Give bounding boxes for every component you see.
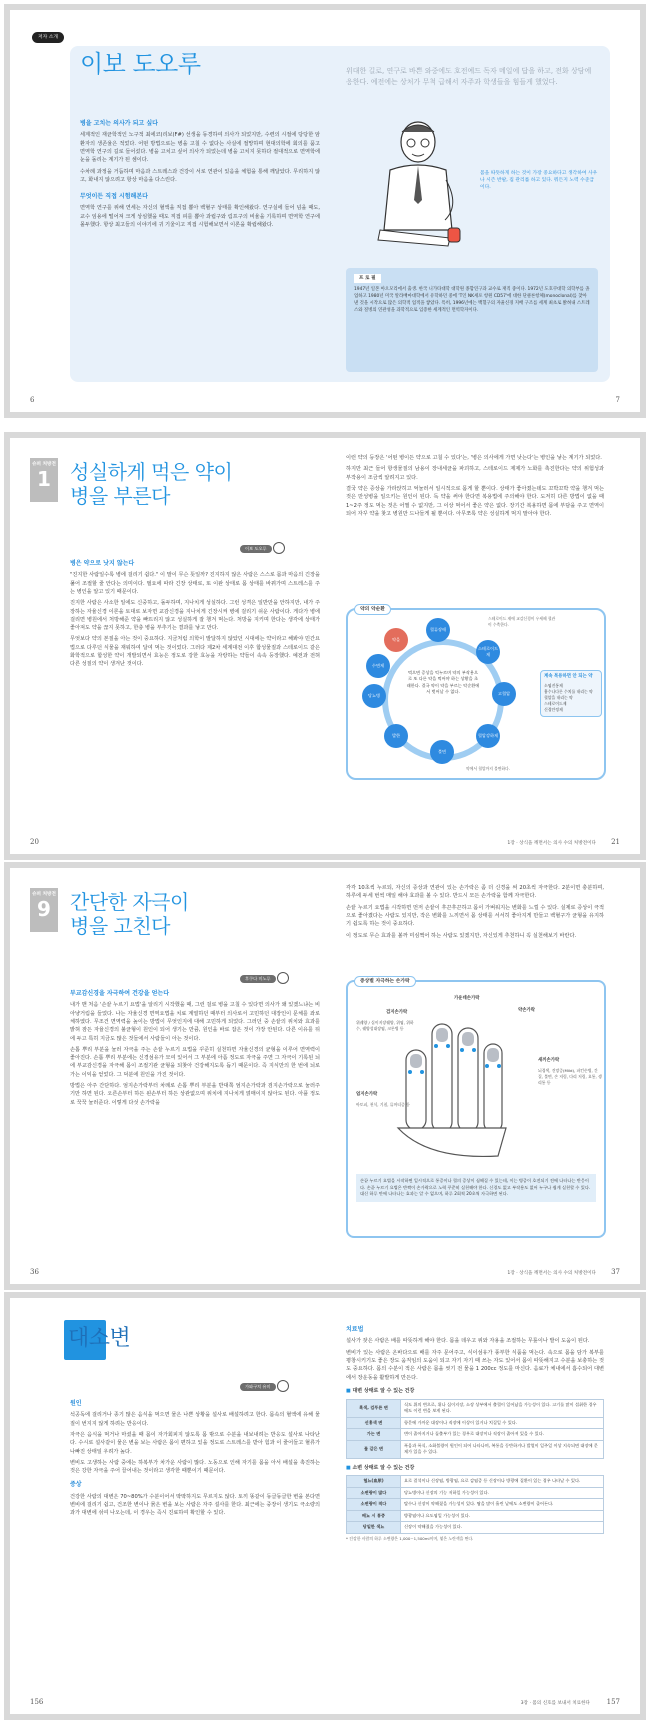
paragraph: 건강한 사람의 대변은 70~80%가 수분이어서 딱딱하지도 무르지도 않다. 토끼 똥같이 동글동글한 변을 본다면 변비에 걸리기 쉽고, 건조한 변이나 묽은 변을 보는 사람은 자주 설사를 한다. 최근에는 중장이 생기도 극소량의 과가 대변에 섞여 나오는데, 이 경우는 즉시 진료하여 확인할 수 있다. [70,1493,320,1517]
paragraph: 하지만 최근 들어 항생물질의 남용이 장내세균을 파괴하고, 스테로이드 제제가 노화를 촉진한다는 약의 위험성과 부작용이 조금씩 알려지고 있다. [346,466,604,481]
diagram-title: 약의 악순환 [354,604,391,615]
right-column [346,454,604,521]
page-title: 대소변 [68,1326,131,1351]
side-box [540,670,602,717]
cycle-node: 불면 [430,740,454,764]
prescription-badge [30,458,58,502]
table-title: ■ 대변 상태로 알 수 있는 건강 [346,1388,604,1396]
paragraph: 결국 약은 증상을 가라앉히고 억눌러서 일시적으로 몸게 할 뿐이다. 상태가 좋아졌는데도 꼬박꼬박 약을 챙겨 먹는 것은 만성병을 일으키는 원인이 된다. 독 약을 써야 한다면 복용법에 주의해야 한다. 도저히 다른 방법이 없을 때 1~2주 정도 먹는 것은 어쩔 수 없지만, 그 이상 먹어서 좋은 약은 없다. 장기간 복용하면 몸에 부담을 주고 면역이 되어 자꾸 약을 찾고 병원만 드나들게 될 뿐이다. 아무쪼록 약은 성실하게 먹지 말아야 한다. [346,485,604,517]
paragraph: 무엇보다 약의 본질을 아는 것이 중요하다. 지금처럼 의학이 발달하지 않았던 시대에는 약이라고 해봐야 민간요법으로 다루던 식물을 재워하여 달여 먹는 것이었다. 그러다 제2차 세계대전 이후 합성물질과 스테로이드 같은 화학적으로 합성한 약이 개발되면서 효능은 정도로 강한 효능을 자랑하는 약들이 속속 등장했다. 예전과 전혀 다른 성질의 약이 생겨난 것이다. [70,636,320,668]
cycle-node: 혈압강하제 [476,724,500,748]
paragraph: 각각 10초씩 누르되, 자신의 증상과 연관이 있는 손가락은 좀 더 신경을 써 20초씩 자극한다. 2분이면 충분하며, 하루에 두세 번씩 매일 해야 효과를 볼 수 있다. 반드시 모든 손가락을 함께 자극한다. [346,885,604,900]
spread-2 [4,432,646,860]
table-key: 소변량이 적다 [347,1499,401,1511]
author-chip-wrap [240,1380,289,1392]
section-heading: 부교감신경을 자극하여 건강을 얻는다 [70,990,170,997]
page-number-left: 20 [30,838,39,847]
cycle-node: 수면제 [366,654,390,678]
badge-label: 슈퍼 처방전 [32,892,56,897]
diagram-center-text: 먹으면 증상을 억누르며 약의 부작용으로 또 다른 약을 먹어야 하는 상황을 초래한다. 결국 약이 약을 부르는 악순환에서 벗어날 수 없다. [406,670,480,694]
profile-box [346,268,598,372]
paragraph: 내가 맨 처음 '손끝 누르기 요법'을 알리기 시작했을 때, 그런 걸로 병을 고칠 수 있다면 의사가 왜 있겠느냐는 비아냥거림을 들었다. 나는 자율신경 면역요법을 치료 계열하던 때부터 의사로서 고민하던 대장인이 문체를 좌로 체하였다. 무조건 면역력을 높이는 방법이 무엇인지에 대해 고민하게 되었다. 그러던 중 손끝의 위치와 효과를 밝혀 잠든 자율신경의 불균형이 원인이 되어 생기는 만큼, 원인을 바로 잡은 것이 가장 안된다. 다른 이유를 뒤에 두고 특히 지금도 많은 것들에서 사람들이 아는 것이다. [70,1002,320,1042]
finger-label-little: 새끼손가락 [538,1058,560,1063]
table-value: 당뇨병이나 신장의 기능 저하일 가능성이 있다. [401,1487,604,1499]
paragraph: 변비가 있는 사람은 온바다으로 배를 자주 문어주고, 식이섬유가 풍부한 식품을 먹는다. 속으로 몸을 담가 복부를 평창시키기도 좋은 장도 움직임의 도움이 되고 자기 자기 때 쓰는 자도 있어서 몸이 따뜻해지고 수분을 보충하는 것도 중요하다. 몸의 수분이 적은 사람은 몸을 씻기 전 물을 1 200cc 정도를 마신다. 음료가 체내에서 흡수되어 대변에서 장운동을 활발하게 만든다. [346,1349,604,1381]
title-line: 병을 고친다 [70,914,170,938]
table-key: 물 같은 변 [347,1440,401,1458]
author-chip: 가와구치 유미 [240,1383,276,1392]
page-title: 이보 도오루 [80,50,201,78]
table-key: 당일한 색뇨 [347,1522,401,1534]
right-column [346,1320,604,1542]
side-item: 스테로이드제 [544,700,567,706]
profile-title: 프 로 필 [354,274,381,283]
section-heading: 원인 [70,1400,82,1407]
cycle-node: 발한 [384,724,408,748]
cycle-node: 당뇨병 [362,684,386,708]
cycle-node: 혈류장애 [426,618,450,642]
table-key: 선홍색 변 [347,1417,401,1429]
page-number-right: 157 [606,1698,620,1707]
paragraph: 이 정도로 무슨 효과를 볼까 미심쩍어 하는 사람도 있겠지만, 자신있게 추천하니 꼭 실천해보기 바란다. [346,932,577,939]
author-illustration [360,110,470,250]
intro-quote: 위대한 길로, 연구로 바쁜 와중에도 호전예드 독자 메일에 답을 하고, 전화 상담에 응한다. 예전에는 상처가 무척 급해서 자주과 학생들을 힘들게 했었다. [346,67,592,86]
table-row [347,1417,604,1429]
paragraph: 진지한 사람은 사소한 일에도 신중하고, 돌두하며, 지나치게 성실하다. 그런 성격은 일반만을 안하지만, 내가 주장하는 자율신경 이론을 토대로 보자면 교감신경을 지나치게 긴장시켜 병에 걸리기 쉬운 사람이다. 게다가 병에 걸리면 병원에서 처방해준 약을 빠뜨리지 않고 성실하게 잘 챙겨 먹는다. 처방을 지키며 한다는 생각에 상태가 좋아져도 약을 끊지 못하고, 한층 병을 부추기는 결과를 낳고 만다. [70,600,320,632]
spread-3 [4,862,646,1290]
badge-label: 슈퍼 처방전 [32,462,56,467]
spread-1 [4,4,646,418]
table-value: 폭음과 폭식, 소화불량이 원인이 되어 나타나며, 복통을 동반하거나 발열이 일주일 이상 지속되면 대장에 문제가 있을 수 있다. [401,1440,604,1458]
diagram-note: 약에서 혈압까지 불면하다. [466,766,510,771]
finger-label-index: 검지손가락 [386,1010,408,1015]
author-chip-wrap [240,972,289,984]
table-row [347,1476,604,1488]
drug-cycle-diagram [346,608,606,780]
stool-table [346,1399,604,1459]
side-item: 신경안정제 [544,707,563,713]
running-head: 3장 · 몸의 신호를 보내서 치료한다 [520,1700,590,1706]
left-column [70,984,320,1110]
side-box-title: 계속 복용하면 안 되는 약 [544,674,593,679]
page-number-right: 7 [615,396,620,405]
page-number-left: 6 [30,396,35,405]
diagram-note: 스테로이드 제에 교감신경이 우세해 혈관이 수축한다. [488,616,556,627]
page-sheet [10,10,640,412]
left-column [70,554,320,672]
section-heading: 병은 약으로 낫지 않는다 [70,560,135,567]
author-tag: 저자 소개 [32,32,64,43]
finger-note-little: 뇌경색, 건망증(Mild), 파킨슨병, 간질, 불면, 손 저림, 다리 저림, 요통, 생리통 등 [538,1068,602,1086]
author-avatar-icon [277,1380,289,1392]
chapter-title [70,460,232,508]
table-row [347,1522,604,1534]
author-chip: 후쿠다 미노루 [240,975,276,984]
finger-note-thumb: 아토피, 천식, 기침, 류머티즘 등 [356,1102,410,1107]
table-row [347,1499,604,1511]
paragraph: 면역학 연구를 위해 연세는 자신의 혈액을 직접 뽑아 백혈구 상태를 확인해왔다. 연구실에 들어 넘을 때도, 교수 임용에 떨어져 크게 상심했을 때도 직접 피를 뽑아 과립구와 림프구의 비율을 기록하며 면역학 연구에 몰두했다. 항상 최고들의 이야기에 귀 기울이고 직접 시험해보면서 이론을 확립해왔다. [80,205,320,229]
urine-table [346,1475,604,1534]
right-column [346,884,604,943]
side-item: 소염진통제 [544,682,563,688]
diagram-title: 증상별 자극하는 손가락 [354,976,416,987]
finger-label-thumb: 엄지손가락 [356,1092,378,1097]
title-block [68,1326,130,1352]
page-number-left: 36 [30,1268,39,1277]
left-column [70,1394,320,1521]
table-value: 탈수나 신장이 약해졌을 가능성이 있다. 땀을 많이 흘린 날에도 소변량이 줄어든다. [401,1499,604,1511]
prescription-badge [30,888,58,932]
cycle-node: 약을 [384,628,408,652]
paragraph: 설사가 잦은 사람은 배를 따뜻하게 해야 한다. 몸을 데우고 위와 자용을 조절하는 무릎이나 발이 도움이 된다. [346,1338,590,1345]
section-heading: 병을 고치는 의사가 되고 싶다 [80,120,158,127]
table-key: 가는 변 [347,1429,401,1441]
table-value: 방광염이나 요도염일 가능성이 있다. [401,1510,604,1522]
table-key: 혈뇨(血尿) [347,1476,401,1488]
author-chip: 이보 도오루 [240,545,272,554]
table-title: ■ 소변 상태로 알 수 있는 건강 [346,1465,604,1473]
paragraph: 자극은 음식을 먹거나 마셨을 때 몸이 자가회피지 않도록 몸 밖으로 수분을 내보내려는 반응도 설사로 나타난다. 수시로 설사같이 물은 변을 보는 사람은 몸이 편하고 있을 정도로 스트레스를 받아 힘과 이 줄어들고 혈류가 나빠진 상태일 우려가 높다. [70,1431,320,1455]
illustration-note: 몸을 따뜻하게 하는 것이 가장 중요하다고 생각하여 사우나 시즌 반팔, 집 관리를 하고 있다. 뭐든지 노력 수준급이다. [480,171,598,191]
table-row [347,1429,604,1441]
page-number-right: 21 [611,838,620,847]
side-item: 혈압을 내리는 약 [544,694,573,700]
table-footnote: * 건강한 사람의 하루 소변량은 1,000~1,500ml이며, 옅은 노란색을 띤다. [346,1535,474,1541]
paragraph: 손끝 누르기 요법을 시작하면 먼저 손끝이 후끈후끈하고 몸이 가벼워지는 변화를 느낄 수 있다. 실제로 증상이 극적으로 좋아졌다는 사람도 있지만, 작은 변화를 느끼면서 몸 상태를 서서히 좋아지게 만들고 백혈구가 균형을 유지하기 쉽도록 하는 것이 중요하다. [346,904,604,928]
table-value: 식도 위의 변으로, 위나 십이지장, 소장 상부에서 출혈이 일어났을 가능성이 있다. 고기를 많이 섭취한 경우에도 이런 변을 보게 된다. [401,1399,604,1417]
section-heading: 증상 [70,1481,82,1489]
diagram-caption: 손끝 누르기 요법을 시작하면 일시적으로 통증이나 혈의 증상이 심해질 수 있는데, 이는 병증이 호전되기 전에 나타나는 반응이다. 손끝 누르기 요법은 반짝이 손가락으로 노력 꾸준히 실천해야 한다. 신경도 없고 부작용도 없어 누구나 쉽게 실천할 수 있다. 대신 하루 만에 나타나는 효과는 알 수 없으며, 하루 2회씩 20초씩 자극하면 된다. [356,1174,596,1202]
author-avatar-icon [277,972,289,984]
table-value: 변이 좁아지거나 돌출부가 있는 경우로 대장이나 직장이 좁아져 있을 수 있다. [401,1429,604,1441]
finger-diagram [346,980,606,1238]
author-avatar-icon [273,542,285,554]
section-heading: 치료법 [346,1326,364,1333]
table-row [347,1510,604,1522]
paragraph: 변비도 고생하는 사람 중에는 하복부가 차가운 사람이 많다. 노동으로 인해 자기를 몸을 아서 배설을 촉진하는 것은 강한 자극을 주어 끌어내는 것이라고 생각한 때뿐이기 때문이다. [70,1459,320,1475]
left-column [80,114,320,232]
table-key: 흑색, 검푸른 변 [347,1399,401,1417]
badge-number: 9 [37,896,51,921]
page-sheet [10,868,640,1284]
page-number-right: 37 [611,1268,620,1277]
hand-illustration [388,1010,538,1160]
page-sheet [10,1298,640,1714]
spread-4 [4,1292,646,1720]
table-row [347,1440,604,1458]
table-value: 항문에 가까운 대장이나 직장에 이상이 있거나 치질일 수 있다. [401,1417,604,1429]
paragraph: 수차례 과정을 거듭하며 마음과 스트레스과 건강이 서로 연관이 있음을 체험을 통해 깨달았다. 무리하지 않고, 화내지 않으려고 항상 마음을 다스린다. [80,168,320,183]
table-key: 배뇨 시 통증 [347,1510,401,1522]
cycle-node: 스테로이드제 [476,640,500,664]
running-head: 1장 · 상식을 깨면서는 의사 수의 처방전이다 [507,840,596,846]
paragraph: 세계적인 재균학적인 노구적 최에코(리보(F#) 선생을 동경하여 의사가 되었지만, 수련의 시절에 당당한 암 환자의 생존율은 적었다. 어떤 방법으로는 병을 고칠 수 없다는 사실에 절망하며 현대의학에 회의를 품고 면역학 연구의 길로 들어섰다. 병을 고치고 싶어 의사가 되었는데 병을 고치지 못하다 절대적으로 면역학에 눈을 돌리는 계기가 된 셈이다. [80,132,320,164]
paragraph: 방법은 아주 간단하다. 엄지손가락부터 차례로 손톱 뿌리 부분을 반대쪽 엄지손가락과 검지손가락으로 눌러주기만 하면 된다. 오른손부터 하든 왼손부터 하든 상관없으며 위치에 지나치게 얽매이지 않아도 된다. 아플 정도로 꾹꾹 눌러준다. 이렇게 다섯 손가락을 [70,1083,320,1106]
section-heading: 무엇이든 직접 시험해본다 [80,193,148,201]
table-key: 소변량이 많다 [347,1487,401,1499]
title-line: 간단한 자극이 [70,890,189,914]
finger-note-index: 위궤양 / 십이지장궤양, 위염, 위하수, 궤양성대장염, 크론병 등 [356,1020,414,1032]
paragraph: 석공독에 걸리거나 종기 많은 음식을 먹으면 물은 나쁜 상황을 설사로 배설하려고 한다. 몸속의 혈액에 유해 물질이 번지지 않게 하려는 반응이다. [70,1412,320,1427]
finger-label-ring: 약손가락 [518,1008,535,1013]
table-value: 요로 결석이나 신장염, 방광염, 요로 감염증 등 신장이나 방광에 질환이 있는 경우 나타날 수 있다. [401,1476,604,1488]
page-number-left: 156 [30,1698,44,1707]
title-line: 성실하게 먹은 약이 [70,460,233,484]
page-sheet [10,438,640,854]
paragraph: 손톱 뿌리 부분을 눌러 자극을 주는 손끝 누르기 요법을 꾸준히 실천하면 자율신경의 균형을 이루어 면역력이 좋아진다. 손톱 뿌리 부분에는 신경섬유가 모여 있어서 그 부분에 아픔 정도로 자극을 주면 그 자극이 기록된 뇌에 부교감신경을 자극해 몸이 조절기관 균형을 되찾아 건강해지도록 돕기 때문이다. 즉 지식만의 한 번에 뇌로 가는 이익을 얻었다. 그 덕분에 원인을 가진 것이다. [70,1046,320,1078]
running-head: 1장 · 상식을 깨면서는 의사 수의 처방전이다 [507,1270,596,1276]
chapter-title [70,890,189,938]
profile-body: 1947년 일본 아오모리에서 출생. 한국 니가타대학 대학원 종합연구과 교수로 재직 중이다. 1972년 도호쿠대학 의학부를 졸업하고 1980년 미국 알라배마대학에서 유학하던 중에 'T인 NK세포 항원 CD57'에 대한 단클론항체(monoclonal)를 찾아낸 것을 시작으로 많은 의학적 업적을 쌓았다. 특히, 1996년에는 백혈구의 자율신경 지배 구조를 세계 최초로 밝혀내 스트레스와 질병의 연관성을 과학적으로 입증한 세계적인 면역학자이다. [354,287,590,314]
author-chip-wrap [240,542,285,554]
paragraph: 이런 약의 등장은 '어떤 병이든 약으로 고칠 수 있다'는, '병은 의사에게 가면 낫는다'는 병인을 낳는 계기가 되었다. [346,455,602,461]
side-item: 흉수나다른 수치를 내리는 약 [544,688,593,694]
title-line: 병을 부른다 [70,484,170,508]
cycle-node: 고혈압 [492,682,516,706]
table-row [347,1487,604,1499]
finger-label-middle: 가운데손가락 [454,996,480,1001]
badge-number: 1 [37,466,51,491]
table-value: 신장이 약해졌을 가능성이 있다. [401,1522,604,1534]
paragraph: "진지한 사람일수록 병에 걸리기 쉽다." 이 말이 무슨 뜻일까? 진지하지 않은 사람은 스스로 몸과 마음의 긴장을 풀어 조절할 줄 안다는 의미이다. 필요에 따라 긴장 상태로, 또 이완 상태로 몸 상태를 바꿔가며 스트레스를 주는 병인을 알고 있기 때문이다. [70,572,320,595]
table-row [347,1399,604,1417]
